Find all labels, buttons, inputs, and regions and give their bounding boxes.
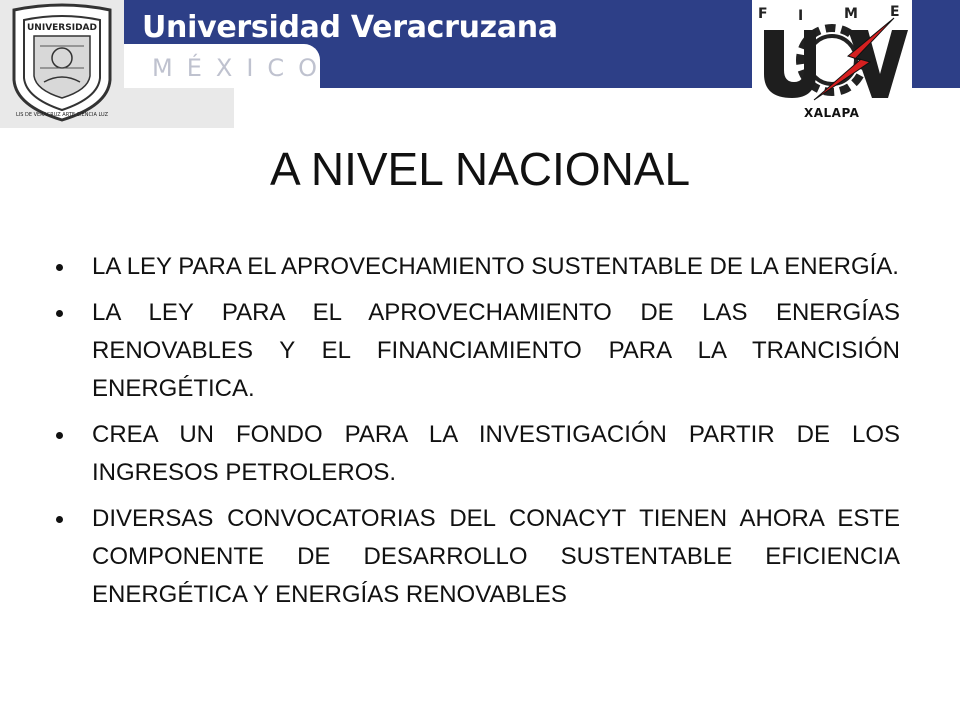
bullet-list <box>48 248 900 622</box>
bullet-item <box>48 294 900 408</box>
university-seal <box>0 0 124 128</box>
seal-inscription: UNIVERSIDAD <box>27 23 97 33</box>
fime-letter-f: F <box>758 6 768 22</box>
bullet-item <box>48 248 900 286</box>
bullet-dot-icon <box>56 432 63 439</box>
bullet-dot-icon <box>56 310 63 317</box>
bullet-text: DIVERSAS CONVOCATORIAS DEL CONACYT TIENEN AHORA ESTE COMPONENTE DE DESARROLLO SUSTENTABLE EFICIENCIA ENERGÉTICA Y ENERGÍAS RENOVABLES <box>92 505 900 608</box>
fime-letter-m: M <box>844 6 858 22</box>
university-seal-icon <box>4 2 120 124</box>
bullet-dot-icon <box>56 264 63 271</box>
bullet-dot-icon <box>56 516 63 523</box>
bullet-text: CREA UN FONDO PARA LA INVESTIGACIÓN PARTIR DE LOS INGRESOS PETROLEROS. <box>92 421 900 486</box>
fime-letter-i: I <box>798 8 804 24</box>
bullet-text: LA LEY PARA EL APROVECHAMIENTO DE LAS ENERGÍAS RENOVABLES Y EL FINANCIAMIENTO PARA LA TRANCISIÓN ENERGÉTICA. <box>92 299 900 402</box>
bullet-item <box>48 500 900 614</box>
slide-title: A NIVEL NACIONAL <box>269 143 691 195</box>
fime-uv-logo <box>752 0 912 128</box>
header-banner <box>0 0 960 128</box>
university-name: Universidad Veracruzana <box>142 10 558 45</box>
bullet-text: LA LEY PARA EL APROVECHAMIENTO SUSTENTABLE DE LA ENERGÍA. <box>92 253 899 280</box>
mexico-tab-shadow <box>124 88 234 128</box>
campus-city: XALAPA <box>804 106 860 120</box>
fime-letter-e: E <box>890 4 900 20</box>
country-label: MÉXICO <box>152 54 332 82</box>
bullet-item <box>48 416 900 492</box>
seal-ring-inscription: LIS DE VERACRUZ ARTE CIENCIA LUZ <box>15 112 109 118</box>
